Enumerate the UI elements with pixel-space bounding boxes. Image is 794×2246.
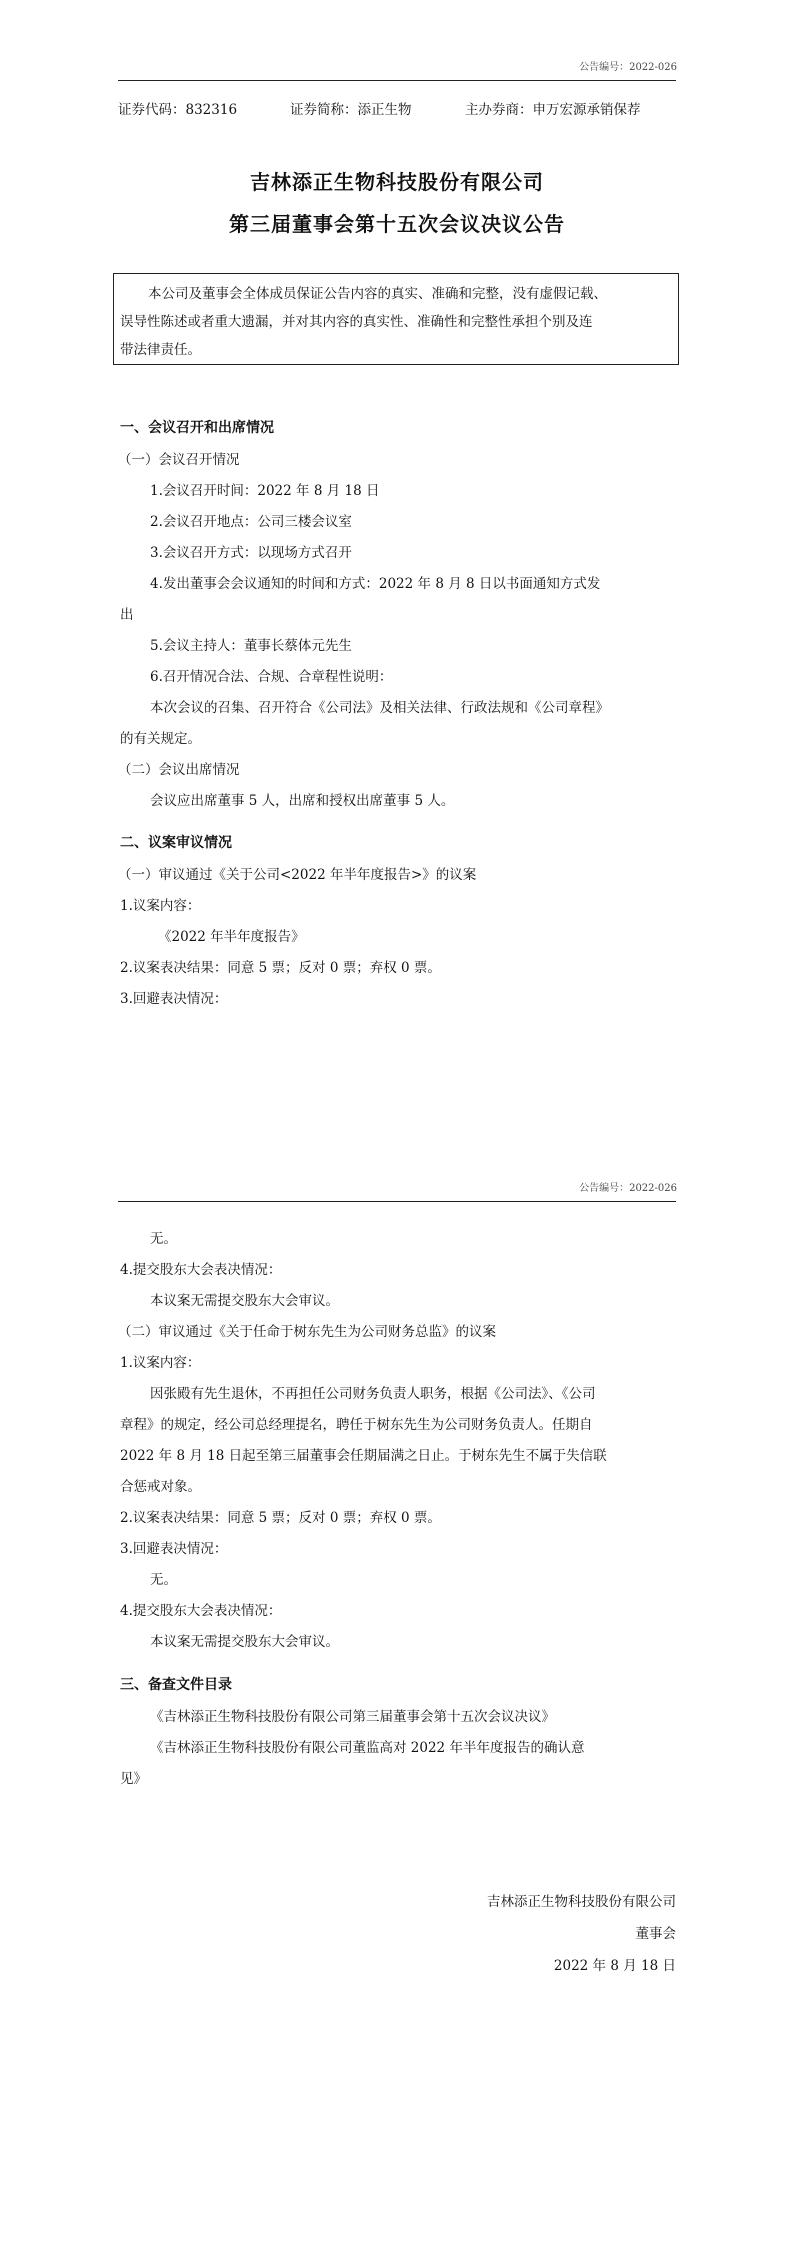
- notice-line: 本公司及董事会全体成员保证公告内容的真实、准确和完整，没有虚假记载、: [148, 286, 607, 302]
- announcement-title: 第三届董事会第十五次会议决议公告: [229, 212, 565, 236]
- section-heading: 二、议案审议情况: [120, 835, 232, 851]
- body-line: 本次会议的召集、召开符合《公司法》及相关法律、行政法规和《公司章程》: [150, 700, 609, 716]
- body-line: 的有关规定。: [120, 731, 201, 747]
- body-line: 3.会议召开方式：以现场方式召开: [150, 545, 352, 561]
- body-line: 2.议案表决结果：同意 5 票；反对 0 票；弃权 0 票。: [120, 1510, 441, 1526]
- body-line: 见》: [120, 1771, 147, 1787]
- security-abbreviation: 证券简称：添正生物: [290, 102, 412, 118]
- signature-board: 董事会: [635, 1926, 676, 1942]
- subsection-heading: （二）会议出席情况: [118, 762, 240, 778]
- body-line: 章程》的规定，经公司总经理提名，聘任于树东先生为公司财务负责人。任期自: [120, 1417, 593, 1433]
- body-line: 本议案无需提交股东大会审议。: [150, 1293, 339, 1309]
- body-line: 3.回避表决情况：: [120, 991, 228, 1007]
- body-line: 5.会议主持人：董事长蔡体元先生: [150, 638, 352, 654]
- section-heading: 一、会议召开和出席情况: [120, 420, 274, 436]
- body-line: 本议案无需提交股东大会审议。: [150, 1634, 339, 1650]
- body-line: 因张殿有先生退休，不再担任公司财务负责人职务，根据《公司法》、《公司: [150, 1386, 596, 1402]
- body-line: 无。: [150, 1572, 177, 1588]
- notice-line: 带法律责任。: [120, 342, 201, 358]
- security-code: 证券代码：832316: [118, 102, 238, 118]
- subsection-heading: （一）会议召开情况: [118, 452, 240, 468]
- body-line: 4.发出董事会会议通知的时间和方式：2022 年 8 月 8 日以书面通知方式发: [150, 576, 601, 592]
- signature-company: 吉林添正生物科技股份有限公司: [487, 1894, 676, 1910]
- body-line: 3.回避表决情况：: [120, 1541, 228, 1557]
- body-line: 无。: [150, 1231, 177, 1247]
- body-line: 合惩戒对象。: [120, 1479, 201, 1495]
- subsection-heading: （一）审议通过《关于公司<2022 年半年度报告>》的议案: [118, 867, 477, 883]
- document-number: 公告编号：2022-026: [579, 1183, 677, 1194]
- responsibility-notice-box: [113, 273, 679, 365]
- body-line: 1.议案内容：: [120, 1355, 201, 1371]
- body-line: 1.会议召开时间：2022 年 8 月 18 日: [150, 483, 380, 499]
- body-line: 1.议案内容：: [120, 898, 201, 914]
- section-heading: 三、备查文件目录: [120, 1677, 232, 1693]
- body-line: 2.议案表决结果：同意 5 票；反对 0 票；弃权 0 票。: [120, 960, 441, 976]
- body-line: 出: [120, 607, 134, 623]
- subsection-heading: （二）审议通过《关于任命于树东先生为公司财务总监》的议案: [118, 1324, 496, 1340]
- body-line: 2.会议召开地点：公司三楼会议室: [150, 514, 352, 530]
- body-line: 4.提交股东大会表决情况：: [120, 1262, 282, 1278]
- company-title: 吉林添正生物科技股份有限公司: [250, 170, 544, 194]
- reference-document: 《吉林添正生物科技股份有限公司董监高对 2022 年半年度报告的确认意: [150, 1740, 585, 1756]
- sponsor-broker: 主办券商：申万宏源承销保荐: [465, 102, 641, 118]
- body-line: 《2022 年半年度报告》: [158, 929, 305, 945]
- header-rule: [118, 80, 676, 81]
- body-line: 6.召开情况合法、合规、合章程性说明：: [150, 669, 393, 685]
- body-line: 会议应出席董事 5 人，出席和授权出席董事 5 人。: [150, 793, 455, 809]
- document-number: 公告编号：2022-026: [579, 62, 677, 73]
- notice-line: 误导性陈述或者重大遗漏，并对其内容的真实性、准确性和完整性承担个别及连: [120, 314, 593, 330]
- body-line: 2022 年 8 月 18 日起至第三届董事会任期届满之日止。于树东先生不属于失信联: [120, 1448, 607, 1464]
- body-line: 4.提交股东大会表决情况：: [120, 1603, 282, 1619]
- signature-date: 2022 年 8 月 18 日: [553, 1958, 676, 1974]
- header-rule: [118, 1201, 676, 1202]
- reference-document: 《吉林添正生物科技股份有限公司第三届董事会第十五次会议决议》: [150, 1709, 555, 1725]
